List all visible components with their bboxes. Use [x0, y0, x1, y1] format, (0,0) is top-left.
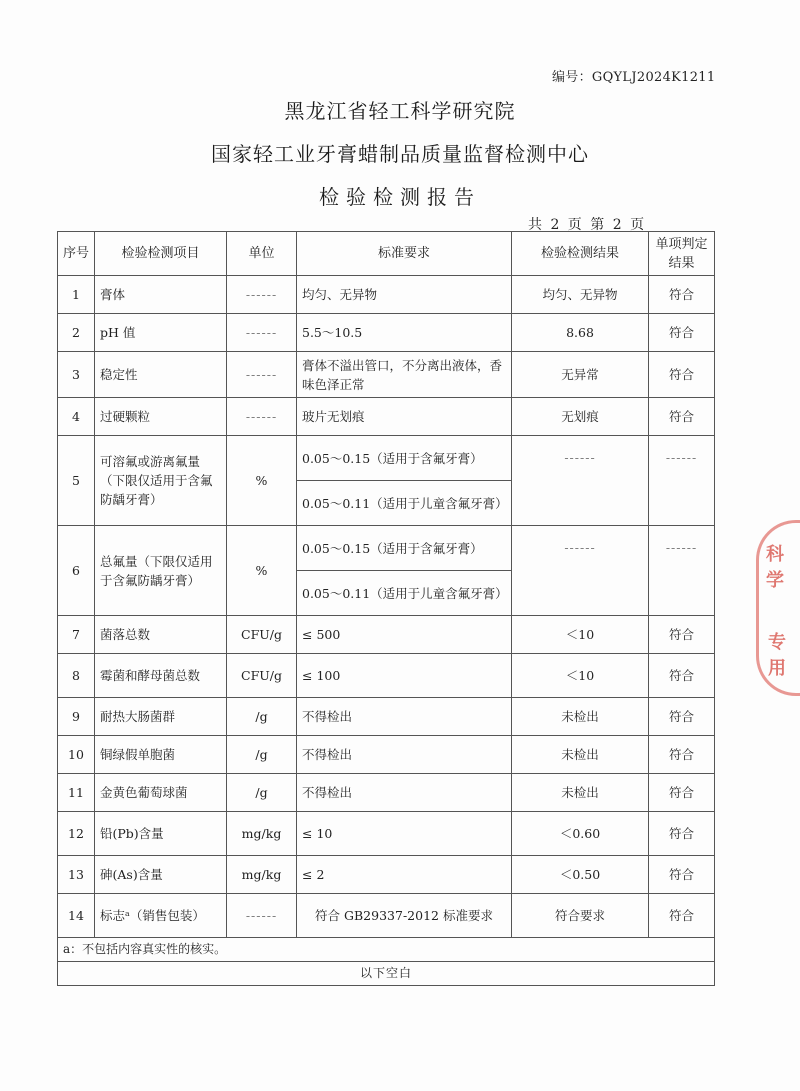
row-number: 8: [58, 654, 95, 698]
table-row: [58, 774, 715, 812]
row-verdict: 符合: [649, 398, 715, 436]
row-result: 无划痕: [512, 398, 649, 436]
row-item: 标志ᵃ（销售包装）: [95, 894, 227, 938]
row-item: 过硬颗粒: [95, 398, 227, 436]
row-unit: ------: [227, 314, 297, 352]
table-row: [58, 436, 715, 481]
row-unit: /g: [227, 774, 297, 812]
row-requirement: ≤ 100: [297, 654, 512, 698]
row-unit: /g: [227, 736, 297, 774]
row-result: 未检出: [512, 774, 649, 812]
row-requirement: 5.5～10.5: [297, 314, 512, 352]
blank-row: [58, 962, 715, 986]
row-item: 金黄色葡萄球菌: [95, 774, 227, 812]
row-unit: /g: [227, 698, 297, 736]
row-number: 12: [58, 812, 95, 856]
table-row: [58, 894, 715, 938]
header-verdict: 单项判定结果: [649, 232, 715, 276]
row-verdict: 符合: [649, 654, 715, 698]
row-verdict: 符合: [649, 774, 715, 812]
row-number: 14: [58, 894, 95, 938]
center-title: 国家轻工业牙膏蜡制品质量监督检测中心: [211, 142, 589, 166]
row-result: 未检出: [512, 698, 649, 736]
header-item: 检验检测项目: [95, 232, 227, 276]
report-title: 检验检测报告: [319, 185, 481, 209]
row-item: 总氟量（下限仅适用于含氟防龋牙膏）: [95, 526, 227, 616]
row-unit: mg/kg: [227, 812, 297, 856]
row-unit: %: [227, 436, 297, 526]
row-unit: mg/kg: [227, 856, 297, 894]
row-result: ------: [512, 436, 649, 526]
row-unit: ------: [227, 894, 297, 938]
header-result: 检验检测结果: [512, 232, 649, 276]
row-item: pH 值: [95, 314, 227, 352]
table-row: [58, 352, 715, 398]
row-verdict: 符合: [649, 314, 715, 352]
row-requirement: 膏体不溢出管口，不分离出液体，香味色泽正常: [297, 352, 512, 398]
institute-title: 黑龙江省轻工科学研究院: [284, 99, 516, 123]
row-result: 均匀、无异物: [512, 276, 649, 314]
row-requirement: 0.05～0.15（适用于含氟牙膏）: [297, 526, 512, 571]
row-number: 13: [58, 856, 95, 894]
page-count: 共 2 页 第 2 页: [528, 217, 647, 233]
row-result: ------: [512, 526, 649, 616]
row-item: 可溶氟或游离氟量（下限仅适用于含氟防龋牙膏）: [95, 436, 227, 526]
header-requirement: 标准要求: [297, 232, 512, 276]
row-result: 未检出: [512, 736, 649, 774]
row-requirement: 0.05～0.11（适用于儿童含氟牙膏）: [297, 481, 512, 526]
row-number: 7: [58, 616, 95, 654]
row-result: ＜10: [512, 654, 649, 698]
row-unit: %: [227, 526, 297, 616]
row-requirement: 0.05～0.11（适用于儿童含氟牙膏）: [297, 571, 512, 616]
row-requirement: 不得检出: [297, 736, 512, 774]
row-requirement: 不得检出: [297, 698, 512, 736]
row-verdict: ------: [649, 526, 715, 616]
row-result: ＜0.60: [512, 812, 649, 856]
row-requirement: 均匀、无异物: [297, 276, 512, 314]
row-verdict: 符合: [649, 736, 715, 774]
row-number: 2: [58, 314, 95, 352]
table-header-row: [58, 232, 715, 276]
row-unit: ------: [227, 352, 297, 398]
stamp-text-top: 科学: [766, 544, 784, 591]
footnote-row: [58, 938, 715, 962]
row-number: 3: [58, 352, 95, 398]
row-result: 符合要求: [512, 894, 649, 938]
footnote: a：不包括内容真实性的核实。: [58, 938, 715, 962]
row-item: 稳定性: [95, 352, 227, 398]
row-requirement: 不得检出: [297, 774, 512, 812]
row-requirement: 玻片无划痕: [297, 398, 512, 436]
row-verdict: 符合: [649, 894, 715, 938]
row-item: 菌落总数: [95, 616, 227, 654]
row-result: ＜0.50: [512, 856, 649, 894]
row-requirement: 符合 GB29337-2012 标准要求: [297, 894, 512, 938]
row-unit: CFU/g: [227, 654, 297, 698]
row-result: 8.68: [512, 314, 649, 352]
row-item: 膏体: [95, 276, 227, 314]
row-number: 6: [58, 526, 95, 616]
row-number: 4: [58, 398, 95, 436]
blank-note: 以下空白: [58, 962, 715, 986]
table-row: [58, 616, 715, 654]
row-result: 无异常: [512, 352, 649, 398]
table-row: [58, 276, 715, 314]
row-item: 铅(Pb)含量: [95, 812, 227, 856]
row-number: 1: [58, 276, 95, 314]
row-verdict: 符合: [649, 856, 715, 894]
table-row: [58, 736, 715, 774]
row-item: 铜绿假单胞菌: [95, 736, 227, 774]
header-seq: 序号: [58, 232, 95, 276]
row-unit: CFU/g: [227, 616, 297, 654]
table-row: [58, 856, 715, 894]
row-requirement: 0.05～0.15（适用于含氟牙膏）: [297, 436, 512, 481]
row-verdict: 符合: [649, 698, 715, 736]
row-item: 耐热大肠菌群: [95, 698, 227, 736]
table-row: [58, 698, 715, 736]
inspection-table: [57, 231, 715, 986]
row-verdict: ------: [649, 436, 715, 526]
row-number: 5: [58, 436, 95, 526]
row-item: 霉菌和酵母菌总数: [95, 654, 227, 698]
report-number: 编号：GQYLJ2024K1211: [552, 70, 716, 85]
table-row: [58, 654, 715, 698]
row-verdict: 符合: [649, 812, 715, 856]
row-verdict: 符合: [649, 276, 715, 314]
table-row: [58, 526, 715, 571]
row-unit: ------: [227, 276, 297, 314]
row-result: ＜10: [512, 616, 649, 654]
row-unit: ------: [227, 398, 297, 436]
table-row: [58, 398, 715, 436]
table-row: [58, 314, 715, 352]
row-requirement: ≤ 2: [297, 856, 512, 894]
row-requirement: ≤ 500: [297, 616, 512, 654]
header-unit: 单位: [227, 232, 297, 276]
row-number: 11: [58, 774, 95, 812]
row-number: 9: [58, 698, 95, 736]
row-requirement: ≤ 10: [297, 812, 512, 856]
row-verdict: 符合: [649, 352, 715, 398]
row-item: 砷(As)含量: [95, 856, 227, 894]
table-row: [58, 812, 715, 856]
stamp-text-bottom: 专用: [768, 632, 786, 679]
row-number: 10: [58, 736, 95, 774]
row-verdict: 符合: [649, 616, 715, 654]
